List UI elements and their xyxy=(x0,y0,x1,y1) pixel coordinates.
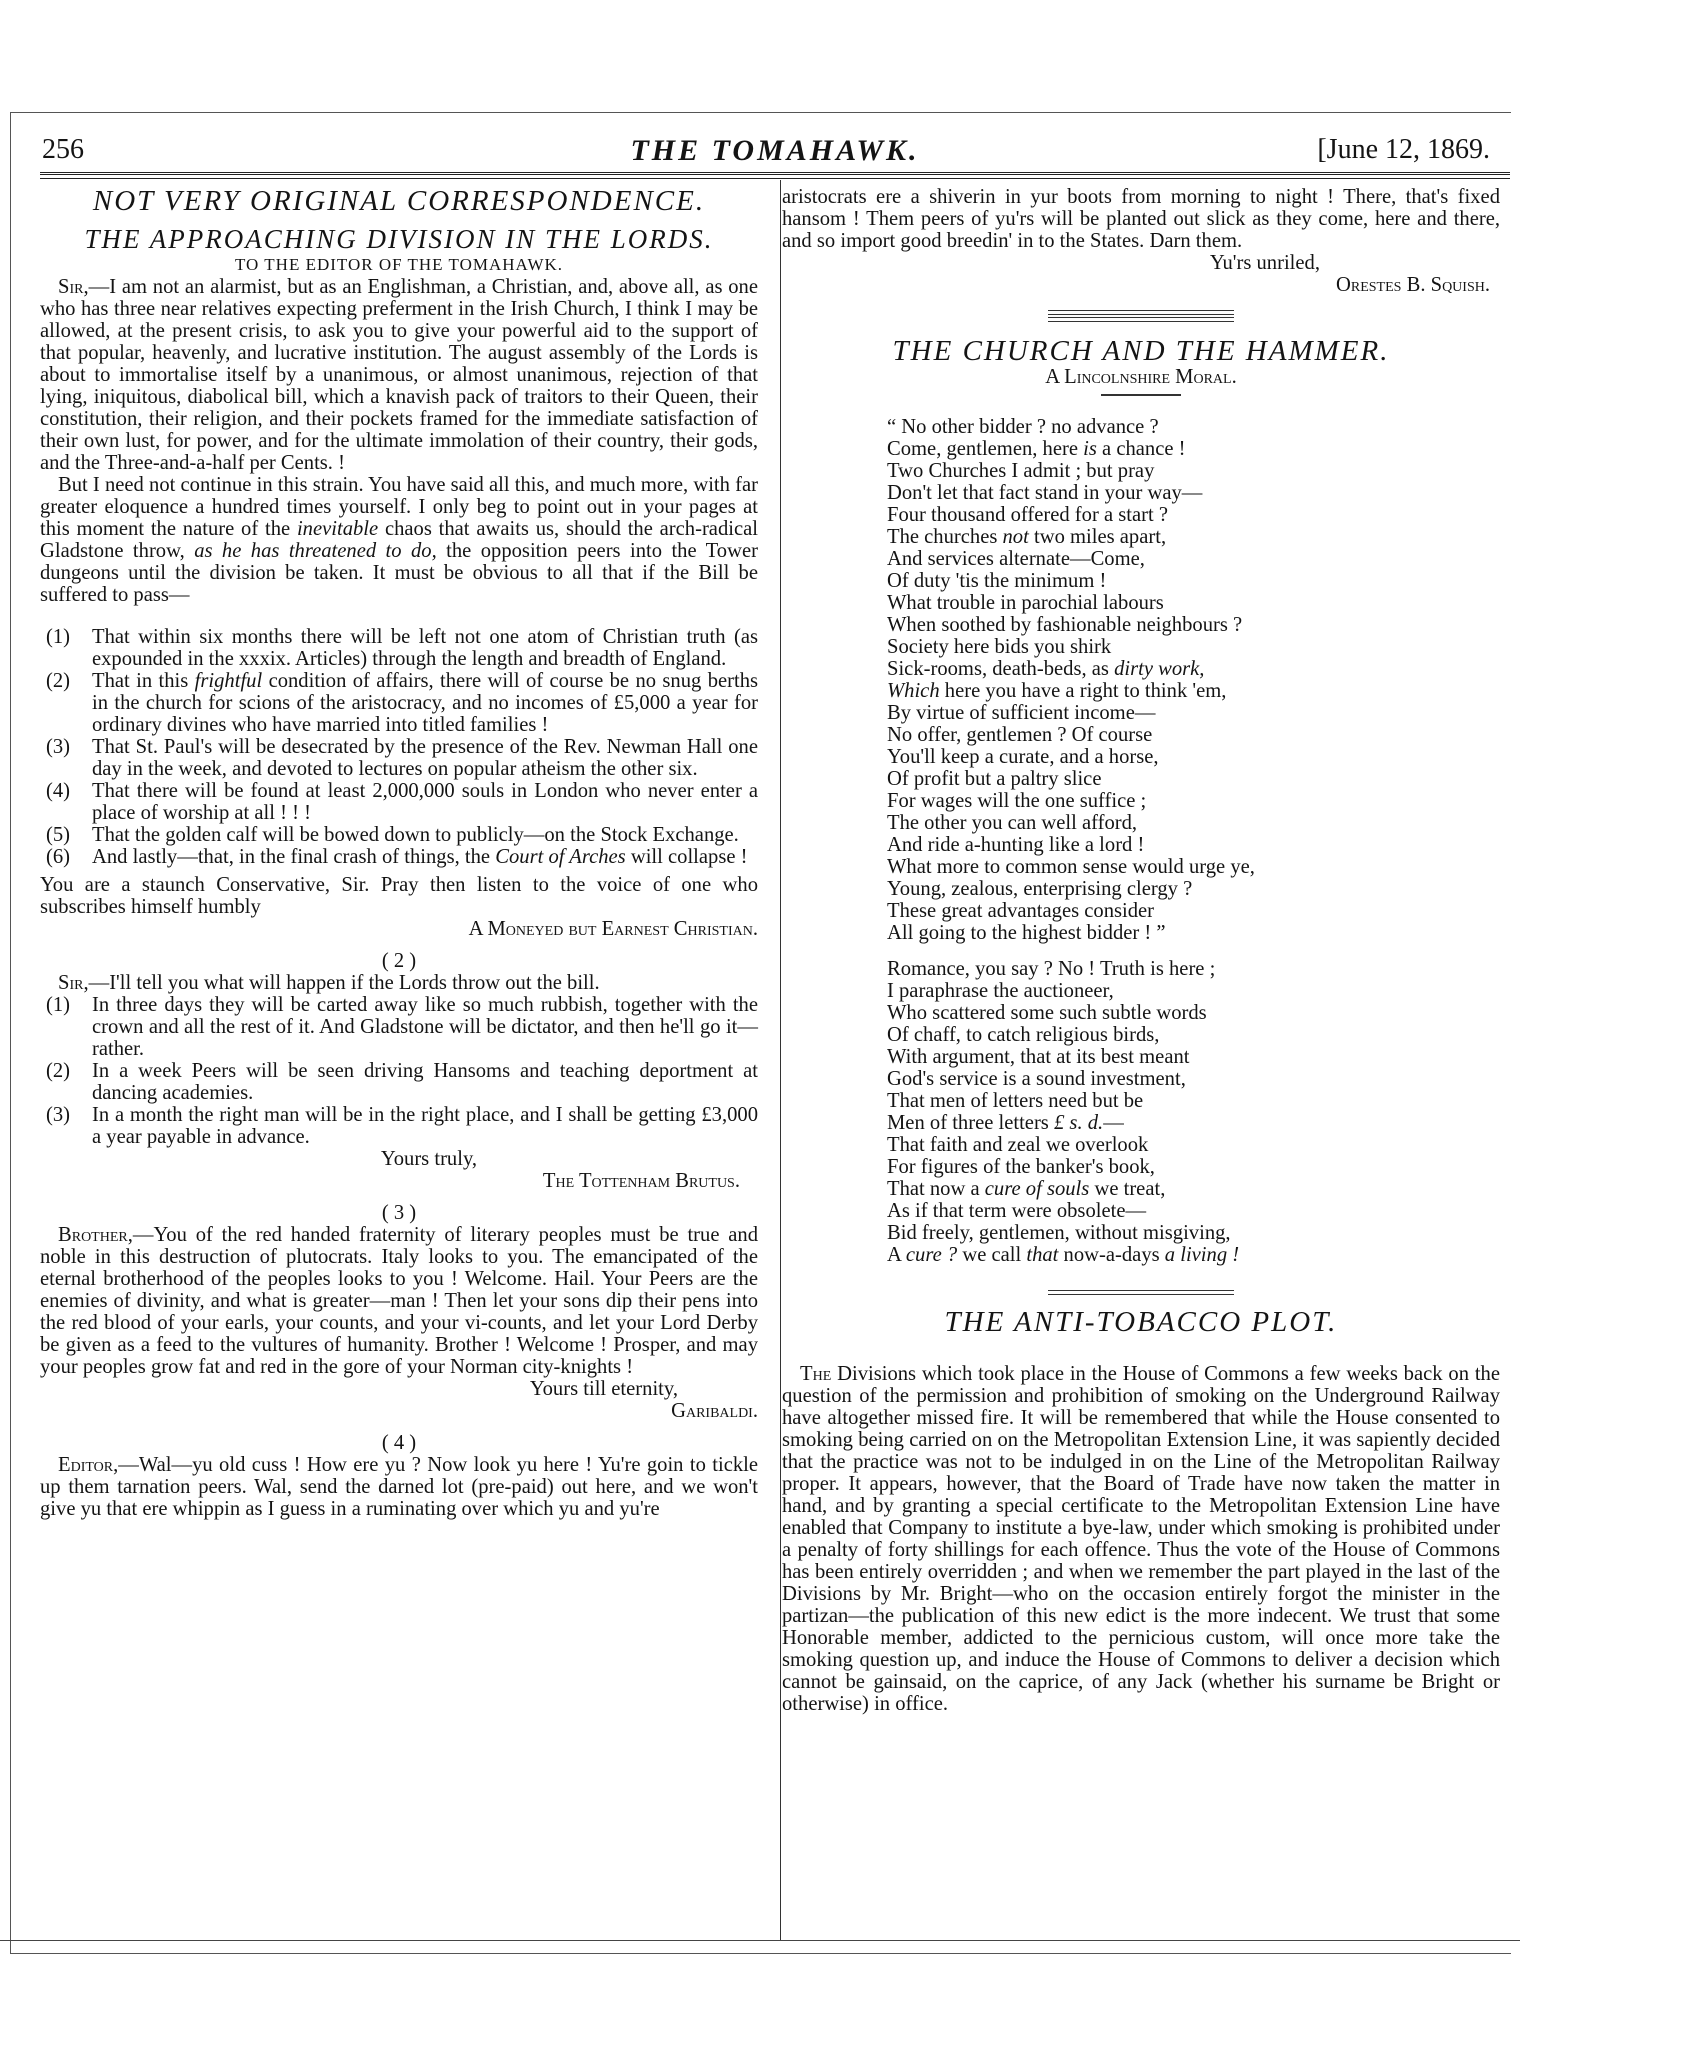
poem-line xyxy=(887,834,1500,856)
item-number: (3) xyxy=(46,1104,71,1126)
item-text: In a month the right man will be in the right place, and I shall be getting £3,000 a year payable in advance. xyxy=(92,1104,758,1148)
italic-run: as he has threatened to do, xyxy=(194,540,437,562)
text-run: the opposition peers into the Tower dungeons until the division be taken. It must be obvious to all that if the Bill be suffered to pass— xyxy=(40,540,758,606)
item-text: In three days they will be carted away like so much rubbish, together with the crown and all the rest of it. And Gladstone will be dictator, and then he'll go it—rather. xyxy=(92,994,758,1060)
letter2-number: ( 2 ) xyxy=(381,950,417,972)
poem-line xyxy=(887,1112,1500,1134)
masthead-title: THE TOMAHAWK. xyxy=(630,134,920,167)
poem-line xyxy=(887,1090,1500,1112)
item-text: That the golden calf will be bowed down to publicly—on the Stock Exchange. xyxy=(92,824,739,846)
poem-line xyxy=(887,1222,1500,1244)
list-item xyxy=(46,670,758,736)
paragraph-text: —Wal—yu old cuss ! How ere yu ? Now look yu here ! Yu're goin to tickle up them tarnation peers. Wal, send the darned lot (pre-paid) out here, and we won't give yu that ere whippin as I guess in a ruminating over which yu and yu're xyxy=(40,1454,758,1520)
poem-title: THE CHURCH AND THE HAMMER. xyxy=(892,335,1390,367)
poem-line xyxy=(887,658,1500,680)
text-run: When soothed by fashionable neighbours ? xyxy=(887,614,1243,636)
text-run: What more to common sense would urge ye, xyxy=(887,856,1255,878)
poem-line xyxy=(887,504,1500,526)
poem-line xyxy=(887,1046,1500,1068)
text-run: All going to the highest bidder ! ” xyxy=(887,922,1166,944)
poem-line xyxy=(887,724,1500,746)
text-run: here you have a right to think 'em, xyxy=(939,680,1227,702)
item-number: (5) xyxy=(46,824,71,846)
text-run: “ No other bidder ? no advance ? xyxy=(887,416,1159,438)
poem-line xyxy=(887,548,1500,570)
poem-line xyxy=(887,1200,1500,1222)
poem-line xyxy=(887,482,1500,504)
poem-line xyxy=(887,1002,1500,1024)
letter2-valediction: Yours truly, xyxy=(380,1148,478,1170)
text-run: A xyxy=(887,1244,906,1266)
text-run: The other you can well afford, xyxy=(887,812,1138,834)
poem-line xyxy=(887,1134,1500,1156)
text-run: Who scattered some such subtle words xyxy=(887,1002,1207,1024)
text-run: Romance, you say ? No ! Truth is here ; xyxy=(887,958,1216,980)
letter4-continuation: aristocrats ere a shiverin in yur boots from morning to night ! There, that's fixed hansom ! Them peers of yu'rs will be planted out slick as they come, here and there, and so import good breedin' in to the States. Darn them. xyxy=(782,186,1500,252)
text-run: Society here bids you shirk xyxy=(887,636,1112,658)
left-column xyxy=(40,186,758,1520)
text-run: condition of affairs, there will of course be no snug berths in the church for scions of the aristocracy, and no incomes of £5,000 a year for ordinary divines who have married into titled families ! xyxy=(92,670,759,736)
poem-line xyxy=(887,856,1500,878)
poem-line xyxy=(887,900,1500,922)
item-text xyxy=(92,846,758,868)
item-number: (6) xyxy=(46,846,71,868)
item-text: That within six months there will be left not one atom of Christian truth (as expounded in the xxxix. Articles) through the length and breadth of England. xyxy=(92,626,758,670)
letter1-paragraph1 xyxy=(40,276,758,474)
paragraph-text: Divisions which took place in the House of Commons a few weeks back on the question of the permission and prohibition of smoking on the Underground Railway have altogether missed fire. It will be remembered that while the House consented to smoking being carried on on the Metropolitan Extension Line, it was sapiently decided that the practice was not to be indulged in on the Line of the Metropolitan Railway proper. It appears, however, that the Board of Trade have now taken the matter in hand, and by granting a special certificate to the Metropolitan Extension Line have enabled that Company to institute a bye-law, under which smoking is prohibited under a penalty of forty shillings for each offence. Thus the vote of the House of Commons has been entirely overridden ; and when we remember the part played in the last of the Divisions by Mr. Bright—who on the occasion entirely forgot the minister in the partizan—the publication of this new edict is the more indecent. We trust that some Honorable member, addicted to the pernicious custom, will once more take the smoking question up, and induce the House of Commons to deliver a decision which cannot be gainsaid, on the caprice, of any Jack (whether his surname be Bright or otherwise) in office. xyxy=(782,1363,1500,1715)
text-run: a chance ! xyxy=(1096,438,1186,460)
letter4-number: ( 4 ) xyxy=(381,1432,417,1454)
letter3-number: ( 3 ) xyxy=(381,1202,417,1224)
poem-line xyxy=(887,614,1500,636)
poem-line xyxy=(887,980,1500,1002)
item-text: That St. Paul's will be desecrated by the presence of the Rev. Newman Hall one day in the week, and devoted to lectures on popular atheism the other six. xyxy=(92,736,758,780)
poem-line xyxy=(887,958,1500,980)
column-divider xyxy=(780,180,781,1940)
text-run: we treat, xyxy=(1089,1178,1166,1200)
text-run: You'll keep a curate, and a horse, xyxy=(887,746,1159,768)
article-title: THE ANTI-TOBACCO PLOT. xyxy=(944,1306,1338,1338)
text-run: God's service is a sound investment, xyxy=(887,1068,1186,1090)
item-number: (2) xyxy=(46,1060,71,1082)
poem-line xyxy=(887,702,1500,724)
italic-run: a living ! xyxy=(1164,1244,1240,1266)
italic-run: £ s. d. xyxy=(1053,1112,1104,1134)
section-rule xyxy=(1048,1290,1234,1295)
section-rule xyxy=(1048,317,1234,322)
item-text: That there will be found at least 2,000,000 souls in London who never enter a place of worship at all ! ! ! xyxy=(92,780,758,824)
to-editor-line: TO THE EDITOR OF THE TOMAHAWK. xyxy=(234,255,564,274)
header-rule xyxy=(40,172,1510,179)
italic-run: inevitable xyxy=(296,518,379,540)
italic-run: is xyxy=(1083,438,1097,460)
poem-line xyxy=(887,1156,1500,1178)
list-item xyxy=(46,780,758,824)
poem-line xyxy=(887,680,1500,702)
page-bottom-rule xyxy=(0,1940,1520,1941)
poem-line xyxy=(887,1178,1500,1200)
text-run: Don't let that fact stand in your way— xyxy=(887,482,1203,504)
text-run: And ride a-hunting like a lord ! xyxy=(887,834,1145,856)
text-run: Sick-rooms, death-beds, as xyxy=(887,658,1115,680)
poem-line xyxy=(887,768,1500,790)
text-run: With argument, that at its best meant xyxy=(887,1046,1190,1068)
italic-run: dirty work, xyxy=(1114,658,1205,680)
text-run: What trouble in parochial labours xyxy=(887,592,1164,614)
text-run: By virtue of sufficient income— xyxy=(887,702,1156,724)
letter4-paragraph1 xyxy=(40,1454,758,1520)
letter3-paragraph1 xyxy=(40,1224,758,1378)
italic-run: frightful xyxy=(194,670,263,692)
lead-word: The xyxy=(800,1363,832,1385)
letter4-signature: Orestes B. Squish. xyxy=(1336,274,1490,296)
poem-line xyxy=(887,1244,1500,1266)
poem-line xyxy=(887,922,1500,944)
paragraph-text: —I am not an alarmist, but as an Englishman, a Christian, and, above all, as one who has three near relatives expecting preferment in the Irish Church, I think I may be allowed, at the present crisis, to ask you to give your powerful aid to the support of that popular, heavenly, and lucrative institution. The august assembly of the Lords is about to immortalise itself by a unanimous, or almost unanimous, rejection of that lying, iniquitous, diabolical bill, which a knavish pack of traitors to their Queen, their constitution, their religion, and their pockets framed for the immediate satisfaction of their own lust, for power, and for the ultimate immolation of their country, their gods, and the Three-and-a-half per Cents. ! xyxy=(40,276,758,474)
article-title: NOT VERY ORIGINAL CORRESPONDENCE. xyxy=(92,185,706,217)
list-item xyxy=(46,626,758,670)
letter4-valediction: Yu'rs unriled, xyxy=(1209,252,1320,274)
poem-line xyxy=(887,526,1500,548)
section-rule xyxy=(1048,310,1234,315)
text-run: Bid freely, gentlemen, without misgiving, xyxy=(887,1222,1231,1244)
list-item xyxy=(46,1104,758,1148)
text-run: I paraphrase the auctioneer, xyxy=(887,980,1114,1002)
text-run: Come, gentlemen, here xyxy=(887,438,1084,460)
italic-run: cure ? xyxy=(905,1244,958,1266)
poem-line xyxy=(887,790,1500,812)
list-item xyxy=(46,824,758,846)
poem-subtitle: A Lincolnshire Moral. xyxy=(1045,366,1237,388)
text-run: These great advantages consider xyxy=(887,900,1155,922)
numbered-list xyxy=(40,626,758,868)
text-run: That now a xyxy=(887,1178,985,1200)
poem-stanza-2 xyxy=(887,958,1500,1266)
text-run: For figures of the banker's book, xyxy=(887,1156,1155,1178)
italic-run: Which xyxy=(887,680,940,702)
poem-stanza-1 xyxy=(887,416,1500,944)
letter2-signature: The Tottenham Brutus. xyxy=(542,1170,740,1192)
text-run: Two Churches I admit ; but pray xyxy=(887,460,1155,482)
right-column xyxy=(782,186,1500,1715)
item-text xyxy=(92,670,758,736)
poem-line xyxy=(887,570,1500,592)
text-run: And services alternate—Come, xyxy=(887,548,1145,570)
paragraph-text: —You of the red handed fraternity of literary peoples must be true and noble in this destruction of plutocrats. Italy looks to you. The emancipated of the eternal brotherhood of the peoples looks to you ! Welcome. Hail. Your Peers are the enemies of divinity, and what is greater—man ! Then let your sons dip their pens into the red blood of your earls, your counts, and your vi-counts, and let your Lord Derby be given as a feed to the vultures of humanity. Brother ! Welcome ! Prosper, and may your peoples grow fat and red in the gore of your Norman city-knights ! xyxy=(40,1224,758,1378)
short-rule xyxy=(1101,394,1181,396)
poem-line xyxy=(887,438,1500,460)
numbered-list xyxy=(40,994,758,1148)
text-run: Of duty 'tis the minimum ! xyxy=(887,570,1107,592)
item-number: (3) xyxy=(46,736,71,758)
item-number: (1) xyxy=(46,994,71,1016)
text-run: Of profit but a paltry slice xyxy=(887,768,1102,790)
list-item xyxy=(46,736,758,780)
italic-run: Court of Arches xyxy=(495,846,626,868)
item-number: (2) xyxy=(46,670,71,692)
poem-line xyxy=(887,1024,1500,1046)
salutation: Brother, xyxy=(58,1224,133,1246)
poem-line xyxy=(887,636,1500,658)
poem-line xyxy=(887,592,1500,614)
text-run: But I need not continue in this strain. You have said all this, and much more, with far greater eloquence a hundred times yourself. I only beg to point out in your pages at this moment the nature of the xyxy=(40,474,758,540)
poem-line xyxy=(887,746,1500,768)
italic-run: cure of souls xyxy=(984,1178,1090,1200)
letter3-signature: Garibaldi. xyxy=(671,1400,758,1422)
poem-line xyxy=(887,1068,1500,1090)
issue-date: [June 12, 1869. xyxy=(1317,134,1490,165)
article-subtitle: THE APPROACHING DIVISION IN THE LORDS. xyxy=(84,224,714,254)
text-run: Men of three letters xyxy=(887,1112,1054,1134)
letter1-paragraph2 xyxy=(40,474,758,606)
letter3-valediction: Yours till eternity, xyxy=(529,1378,678,1400)
text-run: And lastly—that, in the final crash of things, the xyxy=(92,846,491,868)
letter1-closing: You are a staunch Conservative, Sir. Pray then listen to the voice of one who subscribes himself humbly xyxy=(40,874,758,918)
paragraph-text: —I'll tell you what will happen if the Lords throw out the bill. xyxy=(88,972,600,994)
poem-line xyxy=(887,812,1500,834)
item-text: In a week Peers will be seen driving Hansoms and teaching deportment at dancing academies. xyxy=(92,1060,758,1104)
italic-run: not xyxy=(1002,526,1029,548)
poem-line xyxy=(887,460,1500,482)
salutation: Editor, xyxy=(58,1454,119,1476)
text-run: For wages will the one suffice ; xyxy=(887,790,1147,812)
poem-line xyxy=(887,878,1500,900)
text-run: The churches xyxy=(887,526,1003,548)
salutation: Sir, xyxy=(58,972,89,994)
list-item xyxy=(46,846,758,868)
page-number: 256 xyxy=(42,134,84,165)
text-run: That men of letters need but be xyxy=(887,1090,1144,1112)
text-run: That faith and zeal we overlook xyxy=(887,1134,1149,1156)
text-run: Four thousand offered for a start ? xyxy=(887,504,1168,526)
text-run: chaos that awaits us, should the arch-radical Gladstone throw, xyxy=(40,518,758,562)
text-run: As if that term were obsolete— xyxy=(887,1200,1147,1222)
salutation: Sir, xyxy=(58,276,89,298)
text-run: Young, zealous, enterprising clergy ? xyxy=(887,878,1193,900)
text-run: No offer, gentlemen ? Of course xyxy=(887,724,1153,746)
text-run: will collapse ! xyxy=(630,846,748,868)
letter2-paragraph1 xyxy=(40,972,758,994)
text-run: we call xyxy=(957,1244,1027,1266)
item-number: (1) xyxy=(46,626,71,648)
page-header xyxy=(40,134,1510,174)
list-item xyxy=(46,1060,758,1104)
list-item xyxy=(46,994,758,1060)
text-run: That in this xyxy=(92,670,189,692)
letter1-signature: A Moneyed but Earnest Christian. xyxy=(468,918,758,940)
item-number: (4) xyxy=(46,780,71,802)
text-run: — xyxy=(1103,1112,1124,1134)
italic-run: that xyxy=(1026,1244,1059,1266)
text-run: Of chaff, to catch religious birds, xyxy=(887,1024,1160,1046)
poem-line xyxy=(887,416,1500,438)
article-body xyxy=(782,1363,1500,1715)
text-run: now-a-days xyxy=(1058,1244,1165,1266)
text-run: two miles apart, xyxy=(1028,526,1167,548)
